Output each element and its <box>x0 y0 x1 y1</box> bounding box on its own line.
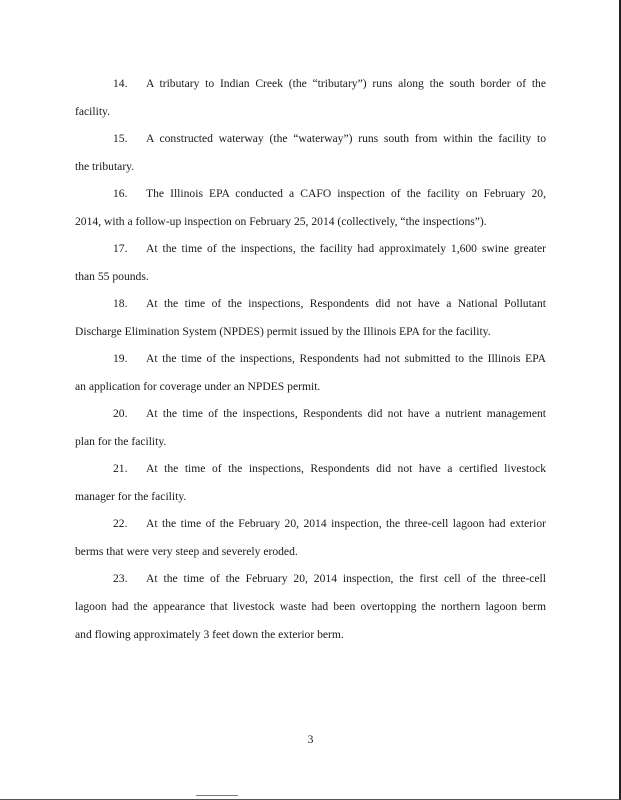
paragraph-text-continued: an application for coverage under an NPDES permit. <box>75 380 321 393</box>
paragraph-text-continued: Discharge Elimination System (NPDES) permit issued by the Illinois EPA for the facility. <box>75 325 491 338</box>
page-number: 3 <box>307 733 314 746</box>
paragraph-text: The Illinois EPA conducted a CAFO inspection of the facility on February 20, <box>146 187 546 200</box>
paragraph-text: At the time of the inspections, Respondents did not have a nutrient management <box>146 407 546 420</box>
paragraph-text: At the time of the February 20, 2014 inspection, the three-cell lagoon had exterior <box>146 517 546 530</box>
paragraph-18 <box>75 290 546 346</box>
paragraph-15 <box>75 125 546 181</box>
paragraph-14 <box>75 70 546 126</box>
paragraph-number: 16. <box>113 187 128 200</box>
paragraph-text-continued: 2014, with a follow-up inspection on February 25, 2014 (collectively, “the inspections”). <box>75 215 487 228</box>
paragraph-number: 23. <box>113 572 128 585</box>
paragraph-22 <box>75 510 546 566</box>
paragraph-text: At the time of the inspections, Respondents did not have a National Pollutant <box>146 297 546 310</box>
paragraph-number: 18. <box>113 297 128 310</box>
paragraph-21 <box>75 455 546 511</box>
paragraph-text-continued: plan for the facility. <box>75 435 167 448</box>
paragraph-text-continued: lagoon had the appearance that livestock waste had been overtopping the northern lagoon berm <box>75 600 546 613</box>
paragraph-text-continued: berms that were very steep and severely eroded. <box>75 545 298 558</box>
paragraph-number: 19. <box>113 352 128 365</box>
paragraph-text: At the time of the inspections, Respondents had not submitted to the Illinois EPA <box>146 352 546 365</box>
paragraph-23 <box>75 565 546 649</box>
paragraph-20 <box>75 400 546 456</box>
paragraph-text-continued: manager for the facility. <box>75 490 187 503</box>
paragraph-text-continued: and flowing approximately 3 feet down the exterior berm. <box>75 628 344 641</box>
paragraph-text: A tributary to Indian Creek (the “tributary”) runs along the south border of the <box>146 77 546 90</box>
paragraph-text: At the time of the inspections, Respondents did not have a certified livestock <box>146 462 546 475</box>
paragraph-number: 17. <box>113 242 128 255</box>
paragraph-16 <box>75 180 546 236</box>
paragraph-number: 20. <box>113 407 128 420</box>
paragraph-text: A constructed waterway (the “waterway”) runs south from within the facility to <box>146 132 546 145</box>
paragraph-number: 15. <box>113 132 128 145</box>
paragraph-number: 21. <box>113 462 128 475</box>
paragraph-19 <box>75 345 546 401</box>
paragraph-text: At the time of the inspections, the facility had approximately 1,600 swine greater <box>146 242 546 255</box>
paragraph-text-continued: the tributary. <box>75 160 135 173</box>
paragraph-text-continued: than 55 pounds. <box>75 270 149 283</box>
paragraph-17 <box>75 235 546 291</box>
paragraph-number: 14. <box>113 77 128 90</box>
paragraph-text-continued: facility. <box>75 105 110 118</box>
paragraph-text: At the time of the February 20, 2014 inspection, the first cell of the three-cell <box>146 572 546 585</box>
paragraph-number: 22. <box>113 517 128 530</box>
scan-artifact-line <box>196 795 238 796</box>
